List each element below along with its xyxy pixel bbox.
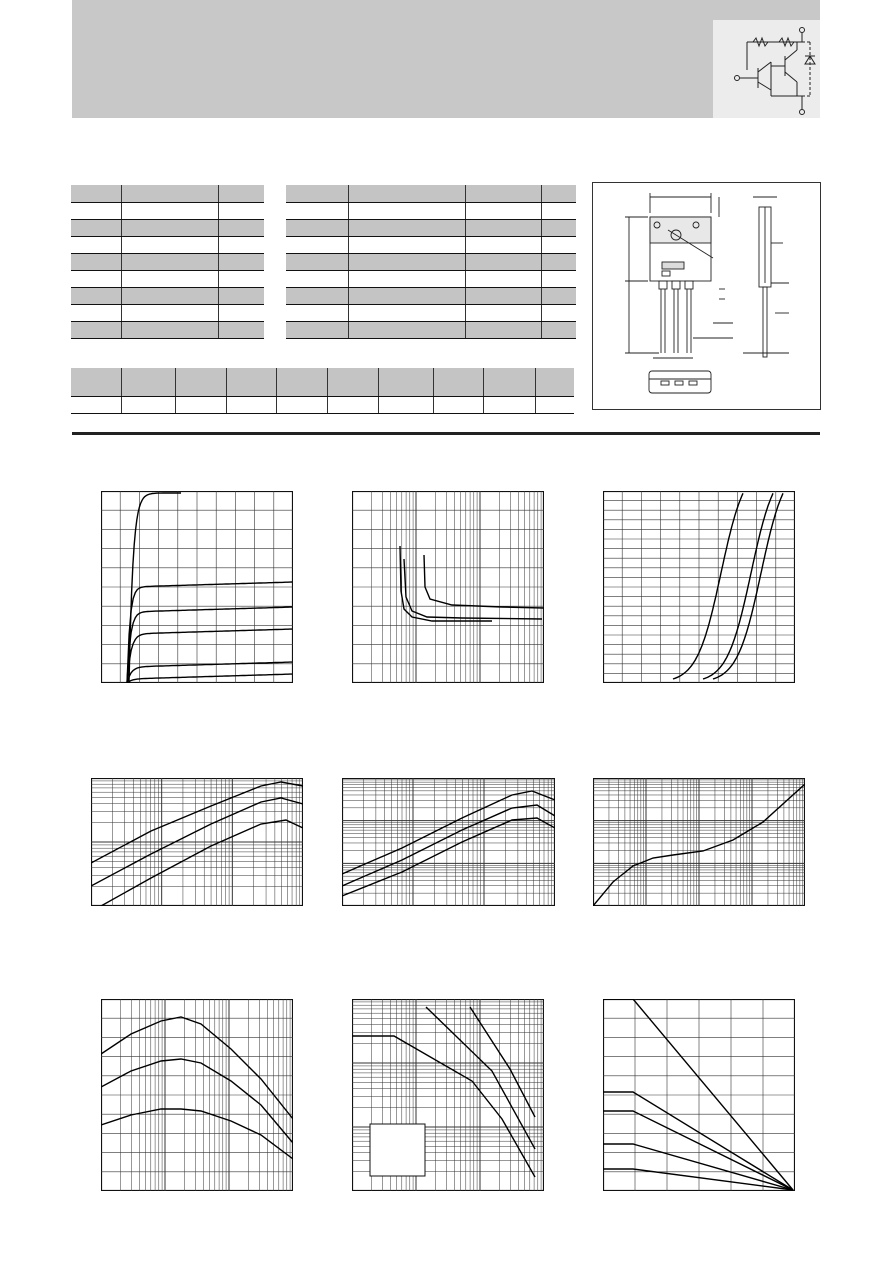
- ratings-table: [71, 185, 264, 339]
- table-row: [71, 236, 264, 253]
- table-row: [71, 321, 264, 338]
- chart-saturation-characteristics: [352, 491, 544, 683]
- table-row: [71, 368, 574, 396]
- table-row: [71, 304, 264, 321]
- table-row: [286, 236, 576, 253]
- package-outline: [592, 182, 821, 410]
- table-row: [71, 219, 264, 236]
- table-row: [71, 287, 264, 304]
- chart-safe-operating-area: [352, 999, 544, 1191]
- table-row: [71, 396, 574, 413]
- table-row: [286, 219, 576, 236]
- plot-frame: [343, 779, 555, 906]
- header-band: [72, 0, 820, 118]
- chart-input-characteristics: [603, 491, 795, 683]
- chart-thermal-characteristics: [593, 778, 805, 906]
- table-row: [286, 321, 576, 338]
- chart-dc-current-gain: [91, 778, 303, 906]
- circuit-symbol: [713, 20, 820, 118]
- chart-output-characteristics: [101, 491, 293, 683]
- chart-hfe-characteristics: [342, 778, 555, 906]
- table-row: [71, 202, 264, 219]
- table-row: [286, 202, 576, 219]
- table-row: [286, 287, 576, 304]
- table-row: [286, 253, 576, 270]
- table-row: [286, 185, 576, 202]
- table-row: [71, 253, 264, 270]
- chart-temperature-characteristics: [101, 999, 293, 1191]
- characteristics-table: [286, 185, 576, 339]
- table-row: [286, 270, 576, 287]
- legend-box: [370, 1124, 425, 1176]
- chart-derating: [603, 999, 795, 1191]
- table-row: [71, 185, 264, 202]
- section-divider: [72, 432, 820, 435]
- table-row: [286, 304, 576, 321]
- switching-table: [71, 368, 574, 414]
- table-row: [71, 270, 264, 287]
